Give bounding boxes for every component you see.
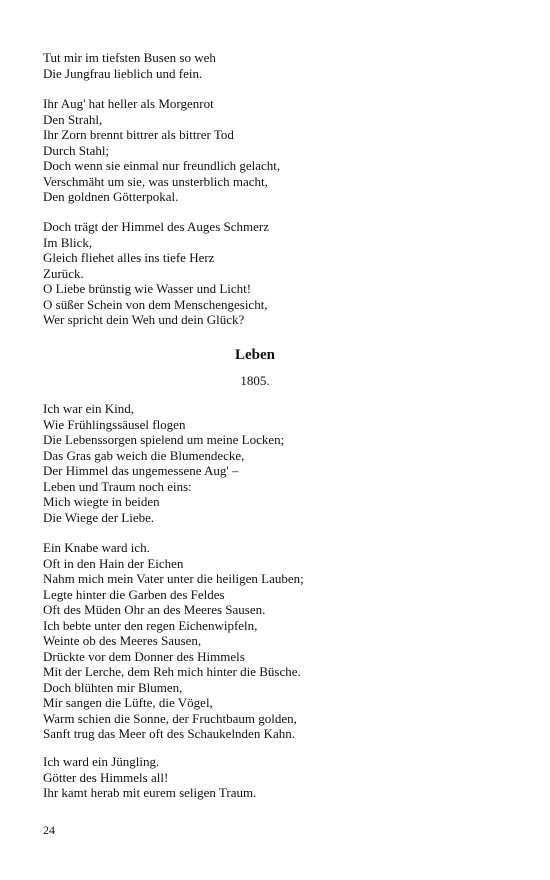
verse-line: Drückte vor dem Donner des Himmels — [43, 648, 245, 664]
verse-line: Doch blühten mir Blumen, — [43, 679, 183, 695]
stanza-3 — [43, 754, 256, 801]
verse-line: Die Jungfrau lieblich und fein. — [43, 65, 203, 81]
verse-line: Zurück. — [43, 265, 84, 281]
verse-line: Ich war ein Kind, — [43, 401, 134, 416]
verse-line: Das Gras gab weich die Blumendecke, — [43, 447, 245, 463]
verse-line: Der Himmel das ungemessene Aug' – — [43, 463, 239, 478]
verse-line: Oft in den Hain der Eichen — [43, 555, 184, 571]
verse-line: Legte hinter die Garben des Feldes — [43, 586, 225, 602]
stanza-2 — [43, 540, 304, 742]
verse-line: Gleich fliehet alles ins tiefe Herz — [43, 250, 215, 265]
verse-line: Mich wiegte in beiden — [43, 494, 160, 509]
verse-line: Im Blick, — [43, 234, 93, 250]
verse-line: Ich ward ein Jüngling. — [43, 754, 160, 769]
verse-line: Ihr Aug' hat heller als Morgenrot — [43, 96, 214, 111]
verse-line: Den goldnen Götterpokal. — [43, 189, 179, 204]
verse-line: Sanft trug das Meer oft des Schaukelnden Kahn. — [43, 726, 295, 741]
verse-line: Ich bebte unter den regen Eichenwipfeln, — [43, 617, 258, 633]
verse-line: Götter des Himmels all! — [43, 769, 169, 785]
verse-line: Nahm mich mein Vater unter die heiligen Lauben; — [43, 571, 304, 586]
verse-line: Die Lebenssorgen spielend um meine Locken; — [43, 432, 285, 447]
verse-line: O Liebe brünstig wie Wasser und Licht! — [43, 281, 252, 296]
verse-line: Doch trägt der Himmel des Auges Schmerz — [43, 219, 269, 234]
verse-line: Die Wiege der Liebe. — [43, 509, 155, 525]
verse-line: Ihr Zorn brennt bittrer als bittrer Tod — [43, 127, 234, 142]
verse-line: Wer spricht dein Weh und dein Glück? — [43, 312, 245, 327]
stanza-continuation-2 — [43, 96, 280, 205]
verse-line: O süßer Schein von dem Menschengesicht, — [43, 296, 268, 312]
verse-line: Oft des Müden Ohr an des Meeres Sausen. — [43, 602, 266, 617]
verse-line: Ihr kamt herab mit eurem seligen Traum. — [43, 785, 257, 800]
verse-line: Mir sangen die Lüfte, die Vögel, — [43, 695, 213, 710]
stanza-1 — [43, 401, 284, 525]
verse-line: Wie Frühlingssäusel flogen — [43, 416, 186, 432]
verse-line: Ein Knabe ward ich. — [43, 540, 150, 555]
verse-line: Doch wenn sie einmal nur freundlich gelacht, — [43, 158, 281, 173]
verse-line: Mit der Lerche, dem Reh mich hinter die Büsche. — [43, 664, 301, 679]
verse-line: Tut mir im tiefsten Busen so weh — [43, 50, 216, 65]
verse-line: Warm schien die Sonne, der Fruchtbaum golden, — [43, 710, 297, 726]
poem-title: Leben — [234, 347, 275, 363]
stanza-continuation-3 — [43, 219, 269, 328]
verse-line: Weinte ob des Meeres Sausen, — [43, 633, 202, 648]
verse-line: Verschmäht um sie, was unsterblich macht, — [43, 173, 268, 189]
verse-line: Durch Stahl; — [43, 142, 110, 158]
verse-line: Leben und Traum noch eins: — [43, 478, 192, 494]
page-number: 24 — [43, 823, 55, 837]
poem-year: 1805. — [240, 373, 270, 388]
verse-line: Den Strahl, — [43, 111, 103, 127]
stanza-continuation-1 — [43, 50, 216, 81]
